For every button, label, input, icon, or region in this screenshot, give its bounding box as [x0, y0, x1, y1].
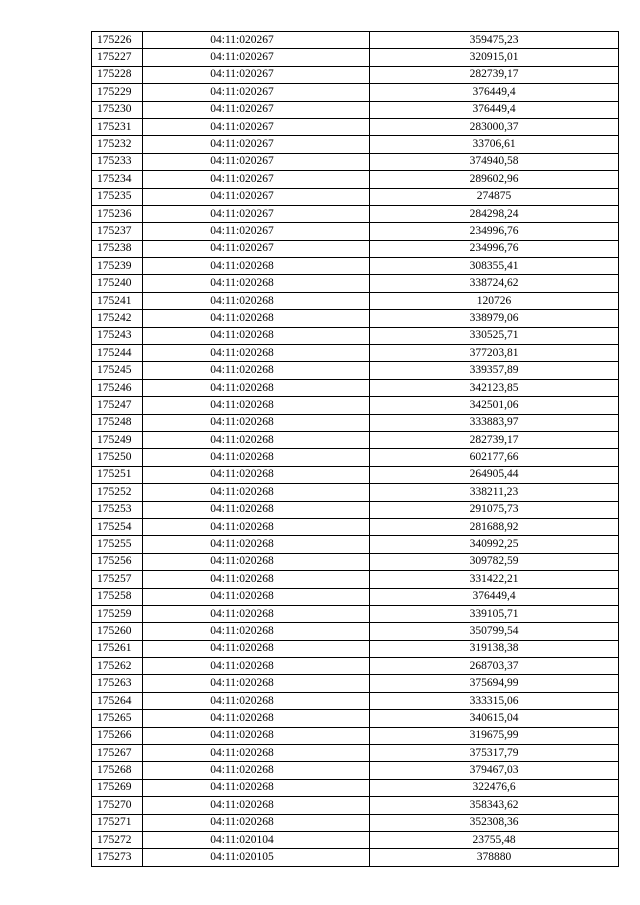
value-cell: 281688,92: [370, 518, 619, 535]
row-id-cell: 175242: [92, 310, 143, 327]
value-cell: 33706,61: [370, 136, 619, 153]
value-cell: 282739,17: [370, 66, 619, 83]
table-row: [92, 814, 619, 831]
table-row: [92, 240, 619, 257]
cadastral-code-cell: 04:11:020268: [143, 797, 370, 814]
value-cell: 319138,38: [370, 640, 619, 657]
table-row: [92, 431, 619, 448]
cadastral-code-cell: 04:11:020267: [143, 84, 370, 101]
table-row: [92, 188, 619, 205]
cadastral-code-cell: 04:11:020267: [143, 171, 370, 188]
value-cell: 120726: [370, 292, 619, 309]
cadastral-code-cell: 04:11:020267: [143, 205, 370, 222]
cadastral-code-cell: 04:11:020268: [143, 640, 370, 657]
value-cell: 23755,48: [370, 831, 619, 848]
cadastral-code-cell: 04:11:020267: [143, 101, 370, 118]
cadastral-code-cell: 04:11:020268: [143, 310, 370, 327]
cadastral-code-cell: 04:11:020268: [143, 292, 370, 309]
value-cell: 342123,85: [370, 379, 619, 396]
row-id-cell: 175271: [92, 814, 143, 831]
table-row: [92, 136, 619, 153]
value-cell: 340615,04: [370, 710, 619, 727]
cadastral-code-cell: 04:11:020268: [143, 345, 370, 362]
table-row: [92, 762, 619, 779]
cadastral-code-cell: 04:11:020268: [143, 814, 370, 831]
value-cell: 376449,4: [370, 588, 619, 605]
cadastral-code-cell: 04:11:020268: [143, 623, 370, 640]
row-id-cell: 175246: [92, 379, 143, 396]
value-cell: 374940,58: [370, 153, 619, 170]
value-cell: 308355,41: [370, 258, 619, 275]
row-id-cell: 175269: [92, 779, 143, 796]
cadastral-code-cell: 04:11:020268: [143, 727, 370, 744]
cadastral-code-cell: 04:11:020268: [143, 745, 370, 762]
value-cell: 234996,76: [370, 223, 619, 240]
row-id-cell: 175253: [92, 501, 143, 518]
table-row: [92, 588, 619, 605]
table-row: [92, 101, 619, 118]
row-id-cell: 175244: [92, 345, 143, 362]
row-id-cell: 175261: [92, 640, 143, 657]
cadastral-code-cell: 04:11:020104: [143, 831, 370, 848]
cadastral-code-cell: 04:11:020268: [143, 605, 370, 622]
row-id-cell: 175234: [92, 171, 143, 188]
cadastral-code-cell: 04:11:020268: [143, 466, 370, 483]
row-id-cell: 175230: [92, 101, 143, 118]
row-id-cell: 175229: [92, 84, 143, 101]
table-row: [92, 171, 619, 188]
cadastral-code-cell: 04:11:020268: [143, 327, 370, 344]
cadastral-code-cell: 04:11:020268: [143, 431, 370, 448]
row-id-cell: 175237: [92, 223, 143, 240]
table-row: [92, 797, 619, 814]
table-row: [92, 49, 619, 66]
cadastral-code-cell: 04:11:020267: [143, 188, 370, 205]
cadastral-code-cell: 04:11:020268: [143, 484, 370, 501]
cadastral-code-cell: 04:11:020268: [143, 675, 370, 692]
table-row: [92, 623, 619, 640]
table-row: [92, 84, 619, 101]
cadastral-code-cell: 04:11:020268: [143, 571, 370, 588]
cadastral-code-cell: 04:11:020267: [143, 118, 370, 135]
value-cell: 268703,37: [370, 658, 619, 675]
table-row: [92, 258, 619, 275]
row-id-cell: 175241: [92, 292, 143, 309]
table-row: [92, 379, 619, 396]
row-id-cell: 175232: [92, 136, 143, 153]
table-row: [92, 518, 619, 535]
value-cell: 320915,01: [370, 49, 619, 66]
row-id-cell: 175226: [92, 32, 143, 49]
table-row: [92, 640, 619, 657]
cadastral-code-cell: 04:11:020268: [143, 658, 370, 675]
value-cell: 289602,96: [370, 171, 619, 188]
value-cell: 376449,4: [370, 101, 619, 118]
table-row: [92, 310, 619, 327]
row-id-cell: 175267: [92, 745, 143, 762]
row-id-cell: 175260: [92, 623, 143, 640]
cadastral-code-cell: 04:11:020267: [143, 49, 370, 66]
data-table: [91, 31, 619, 867]
cadastral-code-cell: 04:11:020268: [143, 779, 370, 796]
row-id-cell: 175243: [92, 327, 143, 344]
cadastral-code-cell: 04:11:020267: [143, 223, 370, 240]
table-row: [92, 345, 619, 362]
value-cell: 359475,23: [370, 32, 619, 49]
cadastral-code-cell: 04:11:020268: [143, 710, 370, 727]
row-id-cell: 175249: [92, 431, 143, 448]
cadastral-code-cell: 04:11:020268: [143, 692, 370, 709]
cadastral-code-cell: 04:11:020267: [143, 153, 370, 170]
row-id-cell: 175238: [92, 240, 143, 257]
table-row: [92, 362, 619, 379]
row-id-cell: 175266: [92, 727, 143, 744]
row-id-cell: 175247: [92, 397, 143, 414]
table-row: [92, 275, 619, 292]
value-cell: 602177,66: [370, 449, 619, 466]
row-id-cell: 175254: [92, 518, 143, 535]
cadastral-code-cell: 04:11:020268: [143, 275, 370, 292]
table-row: [92, 397, 619, 414]
value-cell: 339105,71: [370, 605, 619, 622]
row-id-cell: 175228: [92, 66, 143, 83]
table-row: [92, 205, 619, 222]
cadastral-code-cell: 04:11:020267: [143, 66, 370, 83]
table-row: [92, 605, 619, 622]
value-cell: 350799,54: [370, 623, 619, 640]
value-cell: 333883,97: [370, 414, 619, 431]
cadastral-code-cell: 04:11:020268: [143, 449, 370, 466]
value-cell: 331422,21: [370, 571, 619, 588]
row-id-cell: 175258: [92, 588, 143, 605]
table-body: [92, 32, 619, 867]
value-cell: 338724,62: [370, 275, 619, 292]
value-cell: 379467,03: [370, 762, 619, 779]
row-id-cell: 175262: [92, 658, 143, 675]
table-row: [92, 292, 619, 309]
cadastral-code-cell: 04:11:020267: [143, 32, 370, 49]
value-cell: 378880: [370, 849, 619, 866]
row-id-cell: 175268: [92, 762, 143, 779]
cadastral-code-cell: 04:11:020268: [143, 553, 370, 570]
table-row: [92, 327, 619, 344]
table-row: [92, 223, 619, 240]
value-cell: 264905,44: [370, 466, 619, 483]
table-row: [92, 118, 619, 135]
value-cell: 377203,81: [370, 345, 619, 362]
table-row: [92, 849, 619, 866]
table-row: [92, 779, 619, 796]
value-cell: 284298,24: [370, 205, 619, 222]
value-cell: 358343,62: [370, 797, 619, 814]
row-id-cell: 175255: [92, 536, 143, 553]
row-id-cell: 175227: [92, 49, 143, 66]
table-row: [92, 414, 619, 431]
row-id-cell: 175245: [92, 362, 143, 379]
row-id-cell: 175265: [92, 710, 143, 727]
value-cell: 352308,36: [370, 814, 619, 831]
table-row: [92, 658, 619, 675]
value-cell: 309782,59: [370, 553, 619, 570]
value-cell: 376449,4: [370, 84, 619, 101]
row-id-cell: 175263: [92, 675, 143, 692]
value-cell: 340992,25: [370, 536, 619, 553]
row-id-cell: 175248: [92, 414, 143, 431]
cadastral-code-cell: 04:11:020105: [143, 849, 370, 866]
table-row: [92, 32, 619, 49]
row-id-cell: 175264: [92, 692, 143, 709]
table-row: [92, 571, 619, 588]
cadastral-code-cell: 04:11:020268: [143, 362, 370, 379]
cadastral-code-cell: 04:11:020267: [143, 240, 370, 257]
row-id-cell: 175235: [92, 188, 143, 205]
value-cell: 375317,79: [370, 745, 619, 762]
value-cell: 291075,73: [370, 501, 619, 518]
row-id-cell: 175251: [92, 466, 143, 483]
table-row: [92, 536, 619, 553]
table-row: [92, 484, 619, 501]
row-id-cell: 175240: [92, 275, 143, 292]
cadastral-code-cell: 04:11:020268: [143, 501, 370, 518]
row-id-cell: 175273: [92, 849, 143, 866]
cadastral-code-cell: 04:11:020268: [143, 518, 370, 535]
table-row: [92, 153, 619, 170]
row-id-cell: 175250: [92, 449, 143, 466]
cadastral-code-cell: 04:11:020268: [143, 588, 370, 605]
row-id-cell: 175231: [92, 118, 143, 135]
value-cell: 333315,06: [370, 692, 619, 709]
cadastral-code-cell: 04:11:020267: [143, 136, 370, 153]
cadastral-code-cell: 04:11:020268: [143, 258, 370, 275]
table-row: [92, 675, 619, 692]
table-row: [92, 553, 619, 570]
table-row: [92, 692, 619, 709]
row-id-cell: 175256: [92, 553, 143, 570]
value-cell: 283000,37: [370, 118, 619, 135]
cadastral-code-cell: 04:11:020268: [143, 379, 370, 396]
value-cell: 319675,99: [370, 727, 619, 744]
value-cell: 274875: [370, 188, 619, 205]
table-row: [92, 466, 619, 483]
table-row: [92, 66, 619, 83]
value-cell: 322476,6: [370, 779, 619, 796]
row-id-cell: 175236: [92, 205, 143, 222]
value-cell: 338979,06: [370, 310, 619, 327]
table-row: [92, 501, 619, 518]
cadastral-code-cell: 04:11:020268: [143, 397, 370, 414]
table-row: [92, 710, 619, 727]
row-id-cell: 175270: [92, 797, 143, 814]
row-id-cell: 175259: [92, 605, 143, 622]
table-row: [92, 727, 619, 744]
value-cell: 282739,17: [370, 431, 619, 448]
value-cell: 342501,06: [370, 397, 619, 414]
row-id-cell: 175239: [92, 258, 143, 275]
row-id-cell: 175252: [92, 484, 143, 501]
value-cell: 234996,76: [370, 240, 619, 257]
row-id-cell: 175257: [92, 571, 143, 588]
value-cell: 338211,23: [370, 484, 619, 501]
table-row: [92, 831, 619, 848]
row-id-cell: 175233: [92, 153, 143, 170]
table-row: [92, 745, 619, 762]
cadastral-code-cell: 04:11:020268: [143, 536, 370, 553]
table-row: [92, 449, 619, 466]
cadastral-code-cell: 04:11:020268: [143, 762, 370, 779]
value-cell: 375694,99: [370, 675, 619, 692]
value-cell: 339357,89: [370, 362, 619, 379]
cadastral-code-cell: 04:11:020268: [143, 414, 370, 431]
row-id-cell: 175272: [92, 831, 143, 848]
value-cell: 330525,71: [370, 327, 619, 344]
